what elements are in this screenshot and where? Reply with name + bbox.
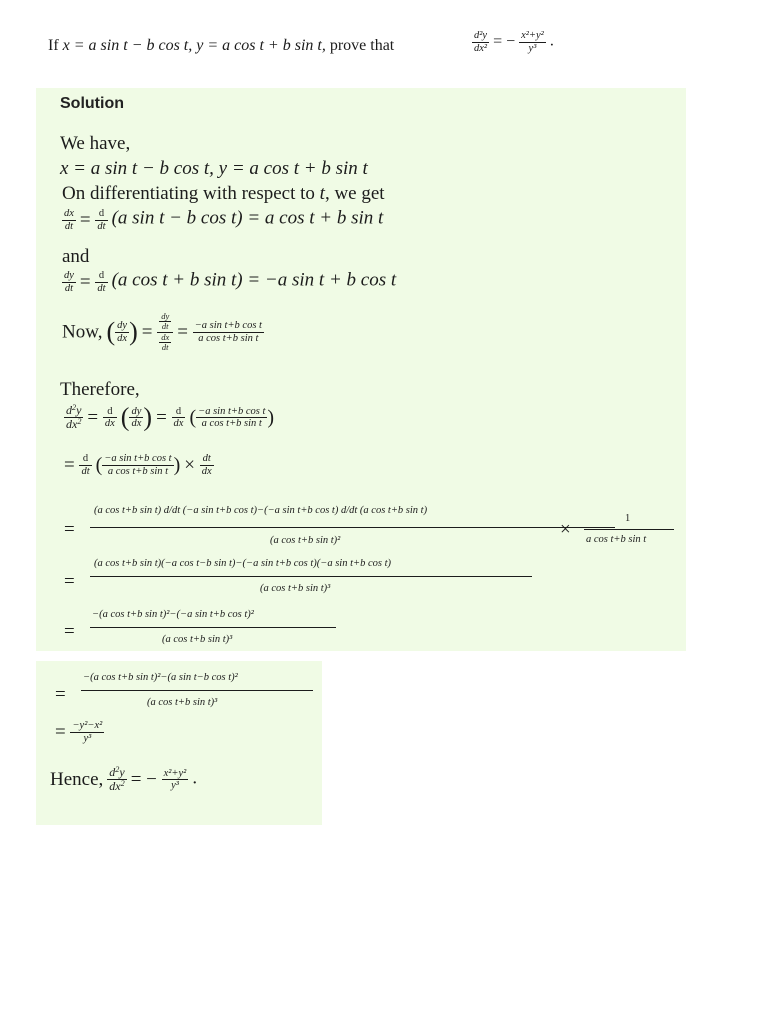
dx-dt-rhs: (a sin t − b cos t) = a cos t + b sin t [111, 207, 384, 229]
question-eq: = − [493, 33, 516, 51]
step7-num: −y²−x² [72, 720, 103, 731]
question-rhs-den: y³ [519, 42, 546, 55]
step5-den: (a cos t+b sin t)³ [162, 634, 233, 645]
hence-line: Hence, $\frac{d^2y}{dx^2}$ = − $\frac{\text{x²+y²}}{\text{y³}}$ . [50, 764, 198, 794]
question-formula [472, 30, 554, 54]
question-lhs-den: dx² [474, 42, 488, 54]
step5-num: −(a cos t+b sin t)²−(−a sin t+b cos t)² [92, 609, 254, 620]
hence-text: Hence, [50, 769, 104, 791]
step2-ratio-num: −a sin t+b cos t [104, 453, 172, 464]
final-den: y³ [162, 779, 189, 792]
solution-title: Solution [60, 95, 124, 112]
diff-tail: , we get [324, 183, 385, 204]
and-text: and [62, 246, 90, 267]
question-prove-that: prove that [329, 37, 395, 54]
diff-text: On differentiating with respect to [62, 183, 315, 204]
dx-dt-line: $\frac{dx}{dt}$ = $\frac{d}{dt}$ (a sin t − b cos t) = a cos t + b sin t [64, 207, 384, 232]
question-line [48, 38, 394, 54]
dy-dt-rhs: (a cos t + b sin t) = −a sin t + b cos t [111, 269, 397, 291]
xy-line: = $\frac{\text{−y²−x²}}{\text{y³}}$ [55, 720, 103, 744]
chain-rule-line: = $\frac{d}{dt}$ ( $\frac{\text{−a sin t+b cos t}}{\text{a cos t+b sin t}}$ ) × $\frac{dt}{dx}$ [64, 453, 212, 477]
now-line: Now, ( $\frac{dy}{dx}$ ) = $\frac{\frac{dy}{dt}}{\frac{dx}{dt}}$ = $\frac{\text{−a sin t+b cos t}}{\text{a cos t+b sin t}}$ [62, 311, 262, 353]
step7-den: y³ [70, 732, 104, 745]
step3-den: (a cos t+b sin t)² [270, 535, 341, 546]
question-lhs [472, 30, 489, 54]
now-ratio-den: a cos t+b sin t [193, 332, 264, 345]
step1-ratio-num: −a sin t+b cos t [198, 405, 266, 417]
question-given: x = a sin t − b cos t, y = a cos t + b sin t, [62, 37, 326, 54]
dy-dt-line: $\frac{dy}{dt}$ = $\frac{d}{dt}$ (a cos t + b sin t) = −a sin t + b cos t [64, 269, 397, 294]
question-rhs [519, 30, 546, 54]
now-text: Now, [62, 321, 103, 343]
therefore-text: Therefore, [60, 379, 140, 400]
final-num: x²+y² [163, 767, 187, 779]
diff-var: t [319, 183, 325, 204]
step4-num: (a cos t+b sin t)(−a cos t−b sin t)−(−a sin t+b cos t)(−a sin t+b cos t) [94, 558, 391, 569]
question-prefix: If [48, 37, 59, 54]
question-lhs-num: d²y [474, 30, 488, 41]
step3-num: (a cos t+b sin t) d/dt (−a sin t+b cos t)−(−a sin t+b cos t) d/dt (a cos t+b sin t) [94, 505, 428, 516]
step2-ratio-den: a cos t+b sin t [102, 465, 173, 478]
step6-den: (a cos t+b sin t)³ [147, 697, 218, 708]
step4-den: (a cos t+b sin t)³ [260, 583, 331, 594]
diff-line [62, 184, 385, 203]
second-derivative-line: $\frac{d^2y}{dx^2}$ = $\frac{d}{dx}$ ( $\frac{dy}{dx}$ ) = $\frac{d}{dx}$ ( $\frac{\text{−a sin t+b cos t}}{\text{a cos t+b sin t}}$ ) [66, 402, 275, 432]
step3-times-den: a cos t+b sin t [586, 534, 647, 545]
question-rhs-num: x²+y² [521, 30, 544, 41]
step6-num: −(a cos t+b sin t)²−(a sin t−b cos t)² [83, 672, 238, 683]
question-end: . [549, 32, 554, 50]
step1-ratio-den: a cos t+b sin t [196, 417, 267, 430]
now-ratio-num: −a sin t+b cos t [194, 320, 262, 332]
we-have-text: We have, [60, 133, 131, 154]
given-line: x = a sin t − b cos t, y = a cos t + b sin t [60, 158, 368, 179]
